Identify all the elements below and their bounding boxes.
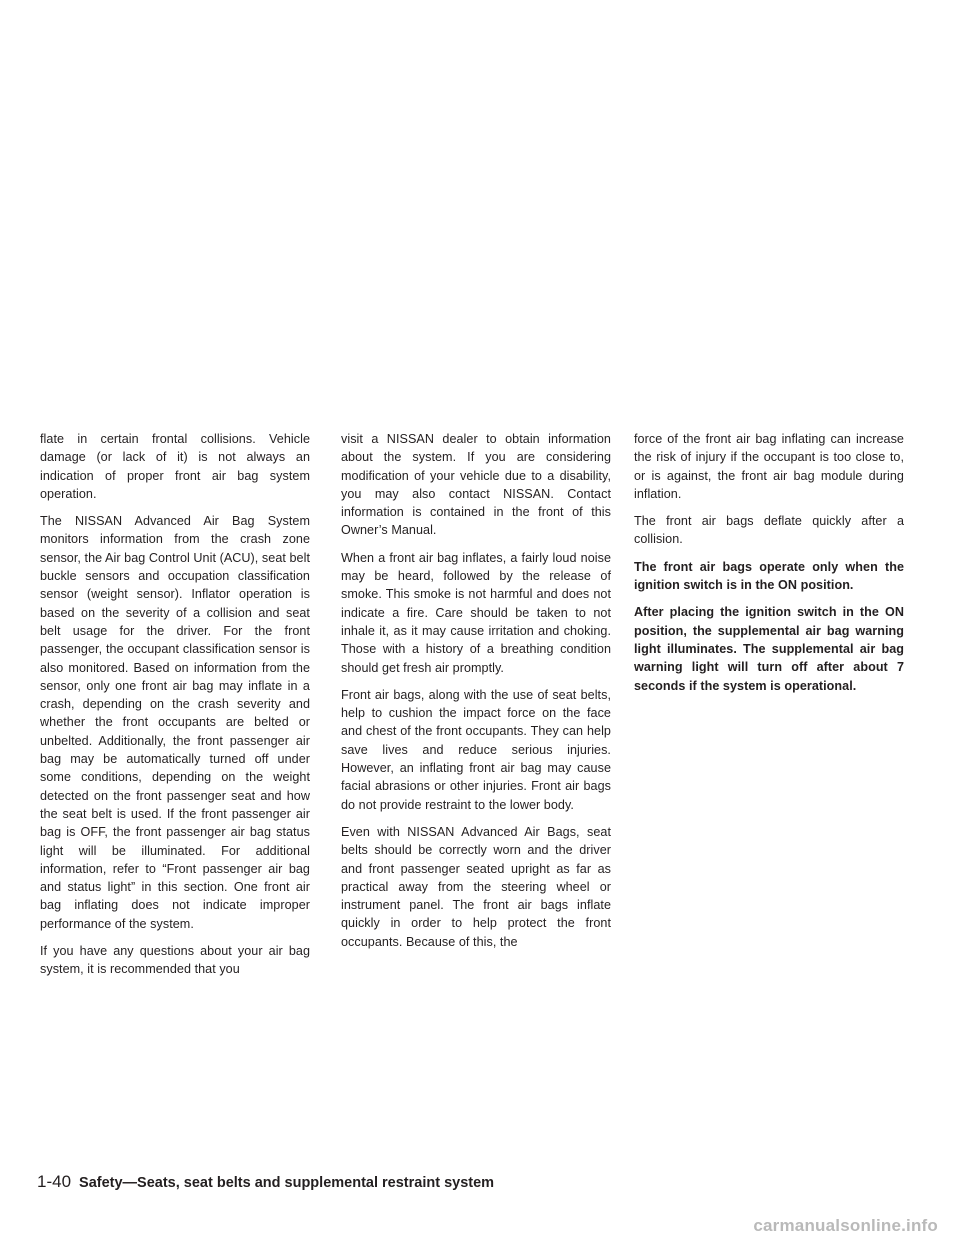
bold-paragraph: After placing the ignition switch in the ON position, the supplemental air bag warning light illuminates. The supplemental air bag warning light will turn off after about 7 seconds if the system is operational. xyxy=(634,605,904,693)
paragraph: Front air bags, along with the use of seat belts, help to cushion the impact force on the face and chest of the front occupants. They can help save lives and reduce serious injuries. However, an inflating front air bag may cause facial abrasions or other injuries. Front air bags do not provide restraint to the lower body. xyxy=(341,687,611,812)
paragraph: force of the front air bag inflating can increase the risk of injury if the occupant is too close to, or is against, the front air bag module during inflation. xyxy=(634,432,904,501)
paragraph: When a front air bag inflates, a fairly loud noise may be heard, followed by the release of smoke. This smoke is not harmful and does not indicate a fire. Care should be taken to not inhale it, as it may cause irritation and choking. Those with a history of a breathing condition should get fresh air promptly. xyxy=(341,550,611,675)
watermark: carmanualsonline.info xyxy=(753,1216,938,1235)
paragraph: The NISSAN Advanced Air Bag System monitors information from the crash zone sensor, the Air bag Control Unit (ACU), seat belt buckle sensors and occupation classification sensor (weight sensor). Inflator operation is based on the severity of a collision and seat belt usage for the driver. For the front passenger, the occupant classification sensor is also monitored. Based on information from the sensor, only one front air bag may inflate in a crash, depending on the crash severity and whether the front occupants are belted or unbelted. Additionally, the front passenger air bag may be automatically turned off under some conditions, depending on the weight detected on the front passenger seat and how the seat belt is used. If the front passenger air bag is OFF, the front passenger air bag status light will be illuminated. For additional information, refer to “Front passenger air bag and status light” in this section. One front air bag inflating does not indicate improper performance of the system. xyxy=(40,514,310,931)
text-column-2 xyxy=(341,430,611,960)
paragraph: Even with NISSAN Advanced Air Bags, seat belts should be correctly worn and the driver and front passenger seated upright as far as practical away from the steering wheel or instrument panel. The front air bags inflate quickly in order to help protect the front occupants. Because of this, the xyxy=(341,824,611,949)
text-column-3 xyxy=(634,430,904,704)
paragraph: flate in certain frontal collisions. Vehicle damage (or lack of it) is not always an indication of proper front air bag system operation. xyxy=(40,432,310,501)
paragraph: The front air bags deflate quickly after a collision. xyxy=(634,514,904,547)
paragraph: visit a NISSAN dealer to obtain information about the system. If you are considering modification of your vehicle due to a disability, you may also contact NISSAN. Contact information is contained in the front of this Owner’s Manual. xyxy=(341,432,611,538)
paragraph: If you have any questions about your air bag system, it is recommended that you xyxy=(40,944,310,977)
page-footer xyxy=(37,1172,917,1198)
text-column-1 xyxy=(40,430,310,988)
section-title: Safety—Seats, seat belts and supplemental restraint system xyxy=(79,1175,495,1191)
page-number: 1-40 xyxy=(37,1172,72,1191)
bold-paragraph: The front air bags operate only when the ignition switch is in the ON position. xyxy=(634,559,904,593)
